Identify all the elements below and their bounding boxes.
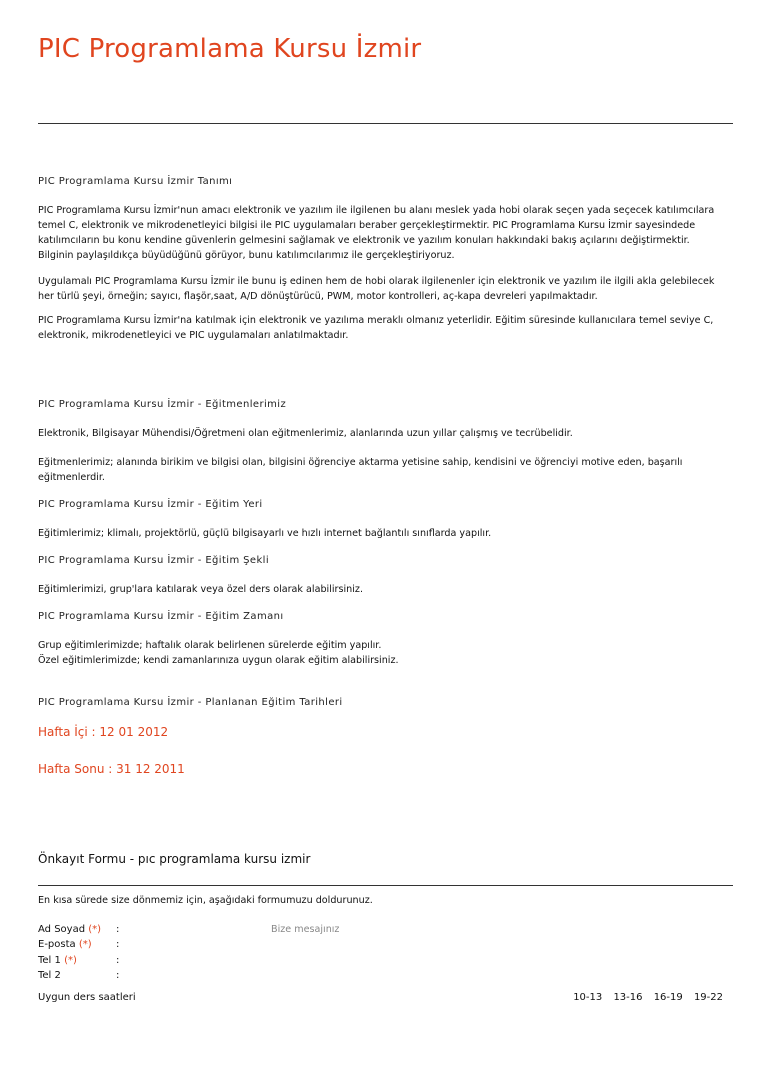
paragraph-line: temel C, elektronik ve mikrodenetleyici bilgisi ile PIC uygulamaları beraber gerçekleştirmektir. PIC Programlama Kursu İzmir sayesindede bbox=[38, 220, 696, 231]
paragraph-line: Uygulamalı PIC Programlama Kursu İzmir ile bunu iş edinen hem de hobi olarak ilgilenenler için elektronik ve yazılım ile ilgili akla gelebilecek bbox=[38, 276, 715, 287]
section-heading-sekil: PIC Programlama Kursu İzmir - Eğitim Şekli bbox=[38, 555, 270, 566]
field-colon: : bbox=[116, 939, 120, 950]
paragraph-line: Eğitimlerimiz; klimalı, projektörlü, güçlü bilgisayarlı ve hızlı internet bağlantılı sınıflarda yapılır. bbox=[38, 528, 492, 539]
field-label: Tel 2 bbox=[38, 970, 61, 981]
paragraph-line: PIC Programlama Kursu İzmir'na katılmak için elektronik ve yazılıma meraklı olmanız yeterlidir. Eğitim süresinde kullanıcılara temel seviye C, bbox=[38, 315, 714, 326]
paragraph-line: PIC Programlama Kursu İzmir'nun amacı elektronik ve yazılım ile ilgilenen bu alanı meslek yada hobi olarak seçen yada seçecek katılımcılara bbox=[38, 205, 715, 216]
required-mark: (*) bbox=[88, 924, 102, 935]
hours-options bbox=[565, 992, 723, 1003]
field-label: Tel 1 (*) bbox=[38, 955, 77, 966]
field-label: Ad Soyad (*) bbox=[38, 924, 102, 935]
hours-option[interactable]: 19-22 bbox=[693, 992, 723, 1003]
paragraph-line: Grup eğitimlerimizde; haftalık olarak belirlenen sürelerde eğitim yapılır. bbox=[38, 640, 382, 651]
paragraph-tanim-1 bbox=[38, 203, 733, 263]
required-mark: (*) bbox=[78, 939, 92, 950]
page-title: PIC Programlama Kursu İzmir bbox=[38, 34, 422, 64]
form-intro: En kısa sürede size dönmemiz için, aşağıdaki formumuzu doldurunuz. bbox=[38, 895, 373, 906]
field-label: E-posta (*) bbox=[38, 939, 92, 950]
section-heading-egitmenler: PIC Programlama Kursu İzmir - Eğitmenlerimiz bbox=[38, 399, 287, 410]
section-heading-yer: PIC Programlama Kursu İzmir - Eğitim Yeri bbox=[38, 499, 263, 510]
form-divider bbox=[38, 885, 733, 886]
title-divider bbox=[38, 123, 733, 124]
hours-option[interactable]: 13-16 bbox=[613, 992, 643, 1003]
hours-label: Uygun ders saatleri bbox=[38, 992, 136, 1003]
paragraph-line: Eğitmenlerimiz; alanında birikim ve bilgisi olan, bilgisini öğrenciye aktarma yetisine sahip, kendisini ve öğrenciyi motive eden, başarılı bbox=[38, 457, 683, 468]
paragraph-sekil bbox=[38, 582, 733, 597]
required-mark: (*) bbox=[64, 955, 77, 966]
field-colon: : bbox=[116, 924, 120, 935]
paragraph-line: katılımcıların bu konu kendine güvenlerin gelmesini sağlamak ve elektronik ve yazılım konuları hakkındaki bakış açılarını değiştirmektir. bbox=[38, 235, 690, 246]
hours-option[interactable]: 10-13 bbox=[573, 992, 603, 1003]
weekday-date: Hafta İçi : 12 01 2012 bbox=[38, 725, 169, 739]
paragraph-line: Elektronik, Bilgisayar Mühendisi/Öğretmeni olan eğitmenlerimiz, alanlarında uzun yıllar çalışmış ve tecrübelidir. bbox=[38, 428, 573, 439]
field-colon: : bbox=[116, 955, 120, 966]
paragraph-line: eğitmenlerdir. bbox=[38, 472, 105, 483]
paragraph-tanim-3 bbox=[38, 313, 733, 343]
paragraph-egitmenler-2 bbox=[38, 455, 733, 485]
section-heading-zaman: PIC Programlama Kursu İzmir - Eğitim Zamanı bbox=[38, 611, 284, 622]
paragraph-line: Özel eğitimlerimizde; kendi zamanlarınıza uygun olarak eğitim alabilirsiniz. bbox=[38, 655, 399, 666]
hours-option[interactable]: 16-19 bbox=[653, 992, 683, 1003]
paragraph-line: her türlü şeyi, örneğin; sayıcı, flaşör,saat, A/D dönüştürücü, PWM, motor kontrolleri, aç-kapa devreleri yapılmaktadır. bbox=[38, 291, 598, 302]
paragraph-yer bbox=[38, 526, 733, 541]
section-heading-tanim: PIC Programlama Kursu İzmir Tanımı bbox=[38, 176, 233, 187]
paragraph-zaman bbox=[38, 638, 733, 668]
paragraph-line: Eğitimlerimizi, grup'lara katılarak veya özel ders olarak alabilirsiniz. bbox=[38, 584, 363, 595]
form-title: Önkayıt Formu - pıc programlama kursu izmir bbox=[38, 852, 311, 866]
paragraph-line: Bilginin paylaşıldıkça büyüdüğünü görüyor, bunu katılımcılarımız ile gerçekleştiriyoruz. bbox=[38, 250, 455, 261]
message-textarea[interactable]: Bize mesajınız bbox=[271, 924, 340, 935]
weekend-date: Hafta Sonu : 31 12 2011 bbox=[38, 762, 185, 776]
paragraph-line: elektronik, mikrodenetleyici ve PIC uygulamaları anlatılmaktadır. bbox=[38, 330, 349, 341]
paragraph-egitmenler-1 bbox=[38, 426, 733, 441]
field-colon: : bbox=[116, 970, 120, 981]
section-heading-tarihler: PIC Programlama Kursu İzmir - Planlanan Eğitim Tarihleri bbox=[38, 697, 343, 708]
paragraph-tanim-2 bbox=[38, 274, 733, 304]
